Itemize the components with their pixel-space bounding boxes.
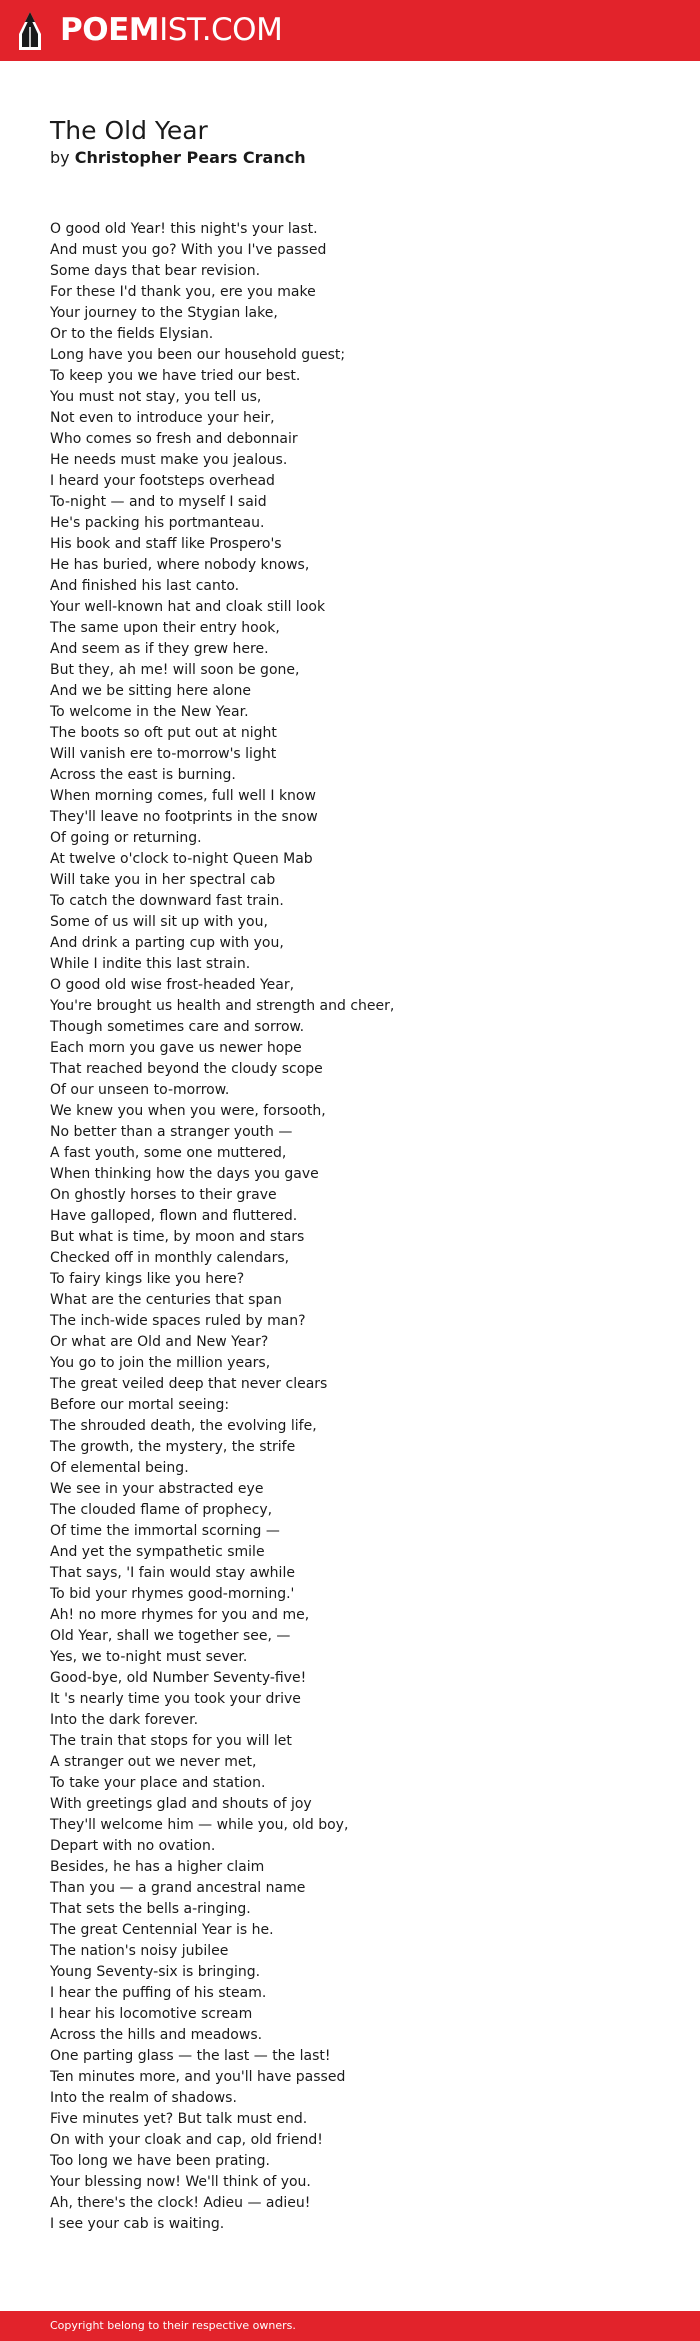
poem-line: To-night — and to myself I said — [50, 494, 267, 510]
poem-line: The inch-wide spaces ruled by man? — [50, 1313, 306, 1329]
poem-line: To catch the downward fast train. — [50, 893, 284, 909]
poem-line: Too long we have been prating. — [50, 2153, 270, 2169]
poem-line: Long have you been our household guest; — [50, 347, 346, 363]
poem-line: Young Seventy-six is bringing. — [50, 1964, 261, 1980]
poem-line: You're brought us health and strength and cheer, — [50, 998, 395, 1014]
poem-line: Of our unseen to-morrow. — [50, 1082, 230, 1098]
poem-line: O good old Year! this night's your last. — [50, 221, 318, 237]
poem-line: I heard your footsteps overhead — [50, 473, 275, 489]
poem-line: Ah! no more rhymes for you and me, — [50, 1607, 310, 1623]
poem-title: The Old Year — [50, 116, 208, 145]
poem-line: I hear the puffing of his steam. — [50, 1985, 267, 2001]
poem-line: And seem as if they grew here. — [50, 641, 269, 657]
poem-line: With greetings glad and shouts of joy — [50, 1796, 312, 1812]
poem-line: That sets the bells a-ringing. — [50, 1901, 251, 1917]
poem-line: When thinking how the days you gave — [50, 1166, 319, 1182]
poem-line: Or to the fields Elysian. — [50, 326, 214, 342]
poem-line: It 's nearly time you took your drive — [50, 1691, 301, 1707]
poem-line: A fast youth, some one muttered, — [50, 1145, 287, 1161]
poem-line: Will take you in her spectral cab — [50, 872, 276, 888]
poem-line: The great veiled deep that never clears — [50, 1376, 328, 1392]
poem-line: Into the dark forever. — [50, 1712, 199, 1728]
poem-line: What are the centuries that span — [50, 1292, 282, 1308]
poem-line: He's packing his portmanteau. — [50, 515, 265, 531]
poem-line: Not even to introduce your heir, — [50, 410, 275, 426]
poem-line: Into the realm of shadows. — [50, 2090, 237, 2106]
poem-line: Each morn you gave us newer hope — [50, 1040, 302, 1056]
poem-line: Of going or returning. — [50, 830, 202, 846]
poem-line: Depart with no ovation. — [50, 1838, 216, 1854]
poem-line: Your well-known hat and cloak still look — [50, 599, 326, 615]
poem-line: Than you — a grand ancestral name — [50, 1880, 306, 1896]
poem-line: They'll leave no footprints in the snow — [50, 809, 318, 825]
logo-light-text: IST.COM — [159, 12, 283, 48]
poem-byline — [50, 148, 306, 168]
poem-line: To take your place and station. — [50, 1775, 266, 1791]
poem-line: No better than a stranger youth — — [50, 1124, 293, 1140]
logo-bold-text: POEM — [60, 12, 160, 48]
site-header — [0, 0, 700, 61]
poem-line: That says, 'I fain would stay awhile — [50, 1565, 295, 1581]
poem-line: For these I'd thank you, ere you make — [50, 284, 316, 300]
poem-line: Some of us will sit up with you, — [50, 914, 268, 930]
poem-line: The boots so oft put out at night — [50, 725, 277, 741]
by-label: by — [50, 148, 70, 167]
pencil-icon[interactable] — [18, 11, 42, 51]
poem-line: O good old wise frost-headed Year, — [50, 977, 295, 993]
poem-line: Though sometimes care and sorrow. — [50, 1019, 305, 1035]
poem-line: To bid your rhymes good-morning.' — [50, 1586, 295, 1602]
site-logo[interactable] — [60, 12, 282, 48]
poem-line: I hear his locomotive scream — [50, 2006, 253, 2022]
poem-line: To keep you we have tried our best. — [50, 368, 301, 384]
poem-line: That reached beyond the cloudy scope — [50, 1061, 323, 1077]
poem-line: They'll welcome him — while you, old boy, — [50, 1817, 349, 1833]
site-footer — [0, 2311, 700, 2341]
poem-line: Five minutes yet? But talk must end. — [50, 2111, 308, 2127]
poem-line: To welcome in the New Year. — [50, 704, 249, 720]
poem-line: We see in your abstracted eye — [50, 1481, 264, 1497]
poem-line: And we be sitting here alone — [50, 683, 252, 699]
poem-line: We knew you when you were, forsooth, — [50, 1103, 326, 1119]
poem-line: And drink a parting cup with you, — [50, 935, 284, 951]
poem-line: He needs must make you jealous. — [50, 452, 288, 468]
poem-line: And finished his last canto. — [50, 578, 240, 594]
poem-line: The great Centennial Year is he. — [50, 1922, 274, 1938]
poem-line: Ah, there's the clock! Adieu — adieu! — [50, 2195, 311, 2211]
poem-line: To fairy kings like you here? — [50, 1271, 245, 1287]
poem-line: One parting glass — the last — the last! — [50, 2048, 331, 2064]
poem-line: Of elemental being. — [50, 1460, 189, 1476]
poem-line: Before our mortal seeing: — [50, 1397, 230, 1413]
footer-copyright: Copyright belong to their respective owners. — [50, 2319, 296, 2332]
poem-line: Ten minutes more, and you'll have passed — [50, 2069, 346, 2085]
poem-line: Some days that bear revision. — [50, 263, 261, 279]
poem-line: At twelve o'clock to-night Queen Mab — [50, 851, 313, 867]
poem-line: Checked off in monthly calendars, — [50, 1250, 290, 1266]
poem-line: But what is time, by moon and stars — [50, 1229, 305, 1245]
poem-line: The clouded flame of prophecy, — [50, 1502, 273, 1518]
poem-line: He has buried, where nobody knows, — [50, 557, 310, 573]
poem-line: And must you go? With you I've passed — [50, 242, 327, 258]
poem-line: Yes, we to-night must sever. — [50, 1649, 248, 1665]
poem-line: You must not stay, you tell us, — [50, 389, 262, 405]
poem-line: I see your cab is waiting. — [50, 2216, 225, 2232]
poem-line: On with your cloak and cap, old friend! — [50, 2132, 323, 2148]
poem-line: Across the east is burning. — [50, 767, 236, 783]
poem-line: Good-bye, old Number Seventy-five! — [50, 1670, 307, 1686]
poem-line: Besides, he has a higher claim — [50, 1859, 265, 1875]
poem-line: The nation's noisy jubilee — [50, 1943, 229, 1959]
poem-line: Old Year, shall we together see, — — [50, 1628, 291, 1644]
poem-line: The same upon their entry hook, — [50, 620, 280, 636]
poem-line: A stranger out we never met, — [50, 1754, 257, 1770]
poem-body — [50, 219, 670, 2235]
poem-line: Or what are Old and New Year? — [50, 1334, 269, 1350]
poem-line: While I indite this last strain. — [50, 956, 251, 972]
poem-line: When morning comes, full well I know — [50, 788, 316, 804]
poem-line: Will vanish ere to-morrow's light — [50, 746, 277, 762]
poem-line: You go to join the million years, — [50, 1355, 271, 1371]
poem-line: The shrouded death, the evolving life, — [50, 1418, 317, 1434]
poem-line: Have galloped, flown and fluttered. — [50, 1208, 298, 1224]
poem-author: Christopher Pears Cranch — [74, 148, 306, 167]
poem-line: The train that stops for you will let — [50, 1733, 292, 1749]
poem-line: And yet the sympathetic smile — [50, 1544, 265, 1560]
poem-line: But they, ah me! will soon be gone, — [50, 662, 300, 678]
poem-line: Your blessing now! We'll think of you. — [50, 2174, 311, 2190]
poem-line: Your journey to the Stygian lake, — [50, 305, 278, 321]
poem-line: Across the hills and meadows. — [50, 2027, 263, 2043]
poem-line: Of time the immortal scorning — — [50, 1523, 280, 1539]
poem-line: The growth, the mystery, the strife — [50, 1439, 296, 1455]
poem-line: On ghostly horses to their grave — [50, 1187, 277, 1203]
poem-line: Who comes so fresh and debonnair — [50, 431, 298, 447]
poem-line: His book and staff like Prospero's — [50, 536, 282, 552]
